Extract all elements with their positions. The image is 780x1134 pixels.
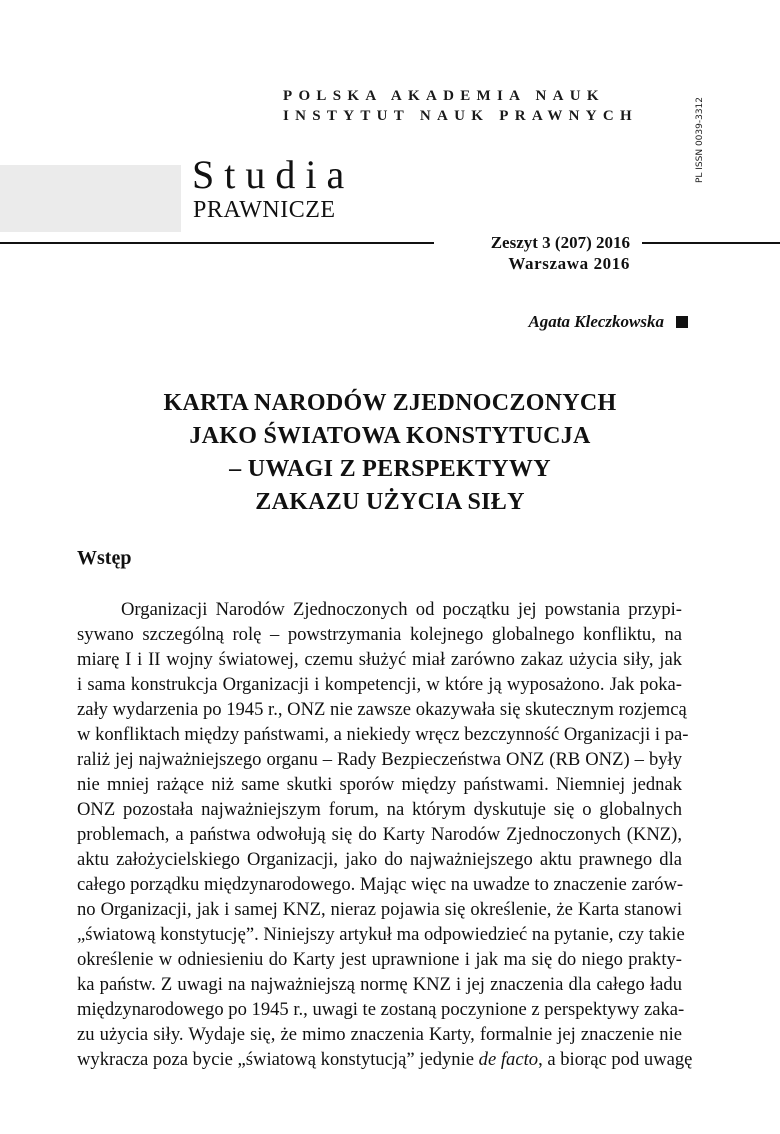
author-name: Agata Kleczkowska bbox=[528, 312, 664, 331]
title-line: ZAKAZU UŻYCIA SIŁY bbox=[255, 489, 525, 515]
title-line: JAKO ŚWIATOWA KONSTYTUCJA bbox=[189, 423, 591, 449]
text-line: ka państw. Z uwagi na najważniejszą normę KNZ i jej znaczenia dla całego ładu bbox=[77, 974, 682, 995]
text-line: raliż jej najważniejszego organu – Rady Bezpieczeństwa ONZ (RB ONZ) – były bbox=[77, 749, 682, 770]
square-bullet-icon bbox=[676, 316, 688, 328]
issue-number: Zeszyt 3 (207) 2016 bbox=[490, 233, 630, 252]
text-line: „światową konstytucję”. Niniejszy artykuł ma odpowiedzieć na pytanie, czy takie bbox=[77, 924, 685, 945]
text-line: Organizacji Narodów Zjednoczonych od początku jej powstania przypi- bbox=[121, 599, 682, 620]
issn-label: PL ISSN 0039-3312 bbox=[695, 96, 705, 184]
text-line: i sama konstrukcja Organizacji i kompetencji, w które ją wyposażono. Jak poka- bbox=[77, 674, 682, 695]
text-line: aktu założycielskiego Organizacji, jako do najważniejszego aktu prawnego dla bbox=[77, 849, 682, 870]
text-line: miarę I i II wojny światowej, czemu służyć miał zarówno zakaz użycia siły, jak bbox=[77, 649, 682, 670]
header-rule-left bbox=[0, 242, 434, 244]
text-line: ONZ pozostała najważniejszym forum, na którym dyskutuje się o globalnych bbox=[77, 799, 682, 820]
text-line: problemach, a państwa odwołują się do Karty Narodów Zjednoczonych (KNZ), bbox=[77, 824, 682, 845]
issue-place-year: Warszawa 2016 bbox=[508, 254, 630, 273]
text-line: zu użycia siły. Wydaje się, że mimo znaczenia Karty, formalnie jej znaczenie nie bbox=[77, 1024, 682, 1045]
text-line: określenie w odniesieniu do Karty jest uprawnione i jak ma się do niego prakty- bbox=[77, 949, 682, 970]
text-line: w konfliktach między państwami, a niekiedy wręcz bezczynność Organizacji i pa- bbox=[77, 724, 689, 745]
header-rule-right bbox=[642, 242, 780, 244]
text-line: sywano szczególną rolę – powstrzymania kolejnego globalnego konfliktu, na bbox=[77, 624, 682, 645]
text-line-last: wykracza poza bycie „światową konstytucją” jedynie de facto, a biorąc pod uwagę bbox=[77, 1049, 693, 1070]
institution-line-1: POLSKA AKADEMIA NAUK bbox=[283, 88, 605, 104]
institution-line-2: INSTYTUT NAUK PRAWNYCH bbox=[283, 108, 639, 124]
body-paragraph bbox=[77, 597, 693, 1072]
article-title bbox=[80, 387, 700, 519]
text-line: międzynarodowego po 1945 r., uwagi te zostaną poczynione z perspektywy zaka- bbox=[77, 999, 685, 1020]
text-line: nie mniej rażące niż same skutki sporów między państwami. Niemniej jednak bbox=[77, 774, 682, 795]
title-line: KARTA NARODÓW ZJEDNOCZONYCH bbox=[163, 390, 617, 416]
decorative-gray-block bbox=[0, 165, 181, 232]
author-byline bbox=[440, 312, 688, 332]
italic-term: de facto bbox=[478, 1049, 539, 1070]
journal-subtitle: PRAWNICZE bbox=[193, 197, 336, 223]
journal-title: Studia bbox=[192, 152, 355, 197]
section-heading: Wstęp bbox=[77, 547, 132, 569]
text-line: zały wydarzenia po 1945 r., ONZ nie zawsze okazywała się skutecznym rozjemcą bbox=[77, 699, 687, 720]
title-line: – UWAGI Z PERSPEKTYWY bbox=[229, 456, 551, 482]
text-line: no Organizacji, jak i samej KNZ, nieraz pojawia się określenie, że Karta stanowi bbox=[77, 899, 682, 920]
text-line: całego porządku międzynarodowego. Mając więc na uwadze to znaczenie zarów- bbox=[77, 874, 684, 895]
